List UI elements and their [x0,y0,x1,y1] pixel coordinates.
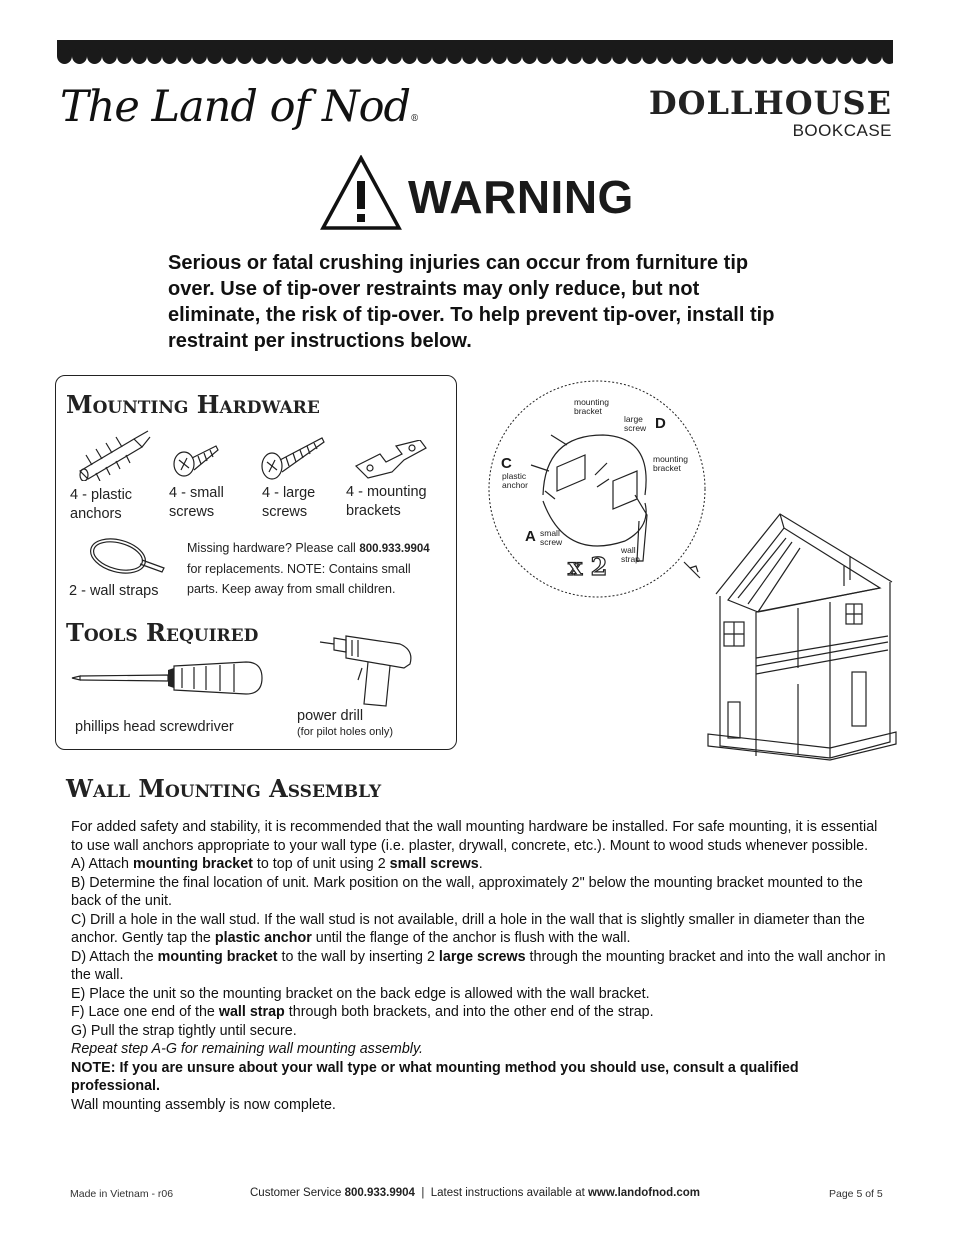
step-g: G) Pull the strap tightly until secure. [71,1022,297,1039]
screwdriver-icon [70,658,266,698]
screwdriver-label: phillips head screwdriver [75,719,234,735]
warning-text: Serious or fatal crushing injuries can occur from furniture tip over. Use of tip-over restraints may only reduce, but not eliminate, the risk of tip-over. To help prevent tip-over, install tip restraint per instructions below. [168,252,775,352]
repeat-note: Repeat step A-G for remaining wall mounting assembly. [71,1041,424,1057]
brand-logo-text: The Land of Nod [60,82,411,132]
footer-phone: 800.933.9904 [344,1187,415,1199]
power-drill-icon [318,628,418,708]
tools-required-heading: Tools Required [66,618,259,647]
product-subtitle: BOOKCASE [792,121,892,140]
diagram-letter-c: C [501,455,512,472]
diagram-label-wall-strap: wall strap [621,545,640,564]
small-screw-icon [168,440,220,482]
footer-url[interactable]: www.landofnod.com [587,1187,700,1199]
diagram-label-mounting-bracket-right: mounting bracket [653,454,688,473]
step-c: C) Drill a hole in the wall stud. If the wall stud is not available, drill a hole in the wall that is slightly smaller in diameter than the anchor. Gently tap the plastic anchor until the flange of the anchor is flush with the wall. [71,911,865,946]
step-a: A) Attach mounting bracket to top of unit using 2 small screws. [71,856,483,872]
complete-note: Wall mounting assembly is now complete. [71,1096,336,1113]
diagram-label-small-screw: small screw [540,528,563,547]
wall-mounting-heading: Wall Mounting Assembly [66,774,382,803]
product-title: DOLLHOUSE [648,84,892,122]
mounting-hardware-heading: Mounting Hardware [66,390,320,419]
step-f: F) Lace one end of the wall strap through both brackets, and into the other end of the strap. [71,1004,654,1020]
drill-label: power drill [297,708,364,724]
wall-strap-icon [84,534,168,580]
diagram-label-mounting-bracket-top: mounting bracket [574,397,609,416]
hardware-label-large-screws: 4 - large screws [262,485,316,520]
diagram-letter-a: A [525,528,536,545]
step-e: E) Place the unit so the mounting bracket on the back edge is allowed with the wall bracket. [71,985,650,1002]
diagram-label-plastic-anchor: plastic anchor [502,471,528,490]
instructions-body [71,818,891,1114]
step-d: D) Attach the mounting bracket to the wall by inserting 2 large screws through the mounting bracket and into the wall anchor in the wall. [71,948,886,983]
registered-mark: ® [410,114,419,124]
diagram-label-large-screw: large screw [624,414,647,433]
footer-page-number: Page 5 of 5 [829,1188,883,1200]
instructions-intro: For added safety and stability, it is recommended that the wall mounting hardware be installed. For safe mounting, it is essential to use wall anchors appropriate to your wall type (i.e. plaster, drywall, concrete, etc.). Mount to wood studs whenever possible. [71,819,878,854]
scalloped-border [57,40,893,66]
mounting-bracket-icon [352,440,432,480]
drill-note: (for pilot holes only) [297,726,393,738]
hardware-label-mounting-brackets: 4 - mounting brackets [346,484,427,519]
drill-label-group [297,707,393,738]
diagram-letter-d: D [655,415,666,432]
hardware-label-plastic-anchors: 4 - plastic anchors [70,487,133,522]
footer-customer-service: Customer Service 800.933.9904 | Latest instructions available at www.landofnod.com [250,1187,700,1199]
large-screw-icon [258,434,326,482]
missing-hardware-note: Missing hardware? Please call 800.933.9904 for replacements. NOTE: Contains small parts. Keep away from small children. [187,541,430,596]
footer-made-in: Made in Vietnam - r06 [70,1188,174,1200]
dollhouse-bookcase-illustration [680,508,905,776]
plastic-anchor-icon [72,425,154,481]
hardware-label-wall-straps: 2 - wall straps [69,583,159,599]
support-phone: 800.933.9904 [359,543,430,555]
warning-title: WARNING [408,171,634,223]
brand-logo [60,82,418,132]
professional-note: NOTE: If you are unsure about your wall type or what mounting method you should use, consult a qualified professional. [71,1059,799,1094]
step-b: B) Determine the final location of unit. Mark position on the wall, approximately 2" below the mounting bracket mounted to the back of the unit. [71,874,863,909]
warning-triangle-icon [320,155,402,231]
hardware-label-small-screws: 4 - small screws [169,485,224,520]
diagram-multiplier: x 2 [568,552,608,581]
